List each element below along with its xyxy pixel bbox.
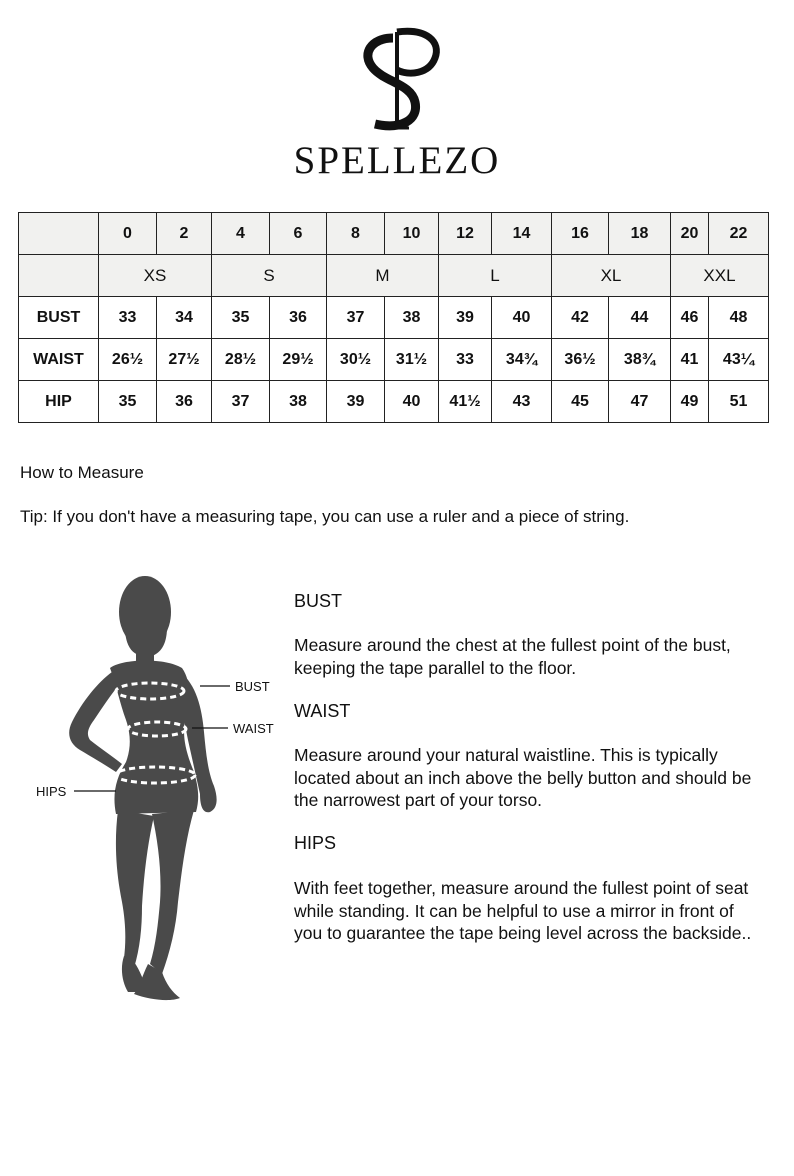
size-letter-cell: L bbox=[439, 255, 552, 297]
measurement-value-cell: 40 bbox=[492, 297, 552, 339]
measurement-value-cell: 36 bbox=[270, 297, 327, 339]
measurement-value-cell: 30½ bbox=[327, 339, 385, 381]
measurement-value-cell: 38¾ bbox=[609, 339, 671, 381]
measurement-value-cell: 36 bbox=[157, 381, 212, 423]
corner-cell bbox=[19, 213, 99, 255]
measurement-value-cell: 38 bbox=[385, 297, 439, 339]
measurement-value-cell: 26½ bbox=[99, 339, 157, 381]
waist-row bbox=[19, 339, 769, 381]
measurement-value-cell: 44 bbox=[609, 297, 671, 339]
hip-row bbox=[19, 381, 769, 423]
size-number-cell: 2 bbox=[157, 213, 212, 255]
measurement-value-cell: 47 bbox=[609, 381, 671, 423]
measurement-value-cell: 48 bbox=[709, 297, 769, 339]
measurement-value-cell: 41½ bbox=[439, 381, 492, 423]
measurement-value-cell: 40 bbox=[385, 381, 439, 423]
measurement-value-cell: 51 bbox=[709, 381, 769, 423]
measurement-value-cell: 34¾ bbox=[492, 339, 552, 381]
size-number-cell: 18 bbox=[609, 213, 671, 255]
measurement-value-cell: 41 bbox=[671, 339, 709, 381]
size-number-cell: 22 bbox=[709, 213, 769, 255]
measurement-label: HIP bbox=[19, 381, 99, 423]
waist-instructions: Measure around your natural waistline. This is typically located about an inch above the belly button and should be the narrowest part of your torso. bbox=[294, 745, 752, 810]
bust-title: BUST bbox=[294, 591, 343, 611]
measurement-value-cell: 39 bbox=[439, 297, 492, 339]
size-number-cell: 4 bbox=[212, 213, 270, 255]
hips-title: HIPS bbox=[294, 833, 337, 853]
measurement-value-cell: 27½ bbox=[157, 339, 212, 381]
size-number-cell: 16 bbox=[552, 213, 609, 255]
measurement-value-cell: 31½ bbox=[385, 339, 439, 381]
measurement-value-cell: 35 bbox=[99, 381, 157, 423]
corner-cell bbox=[19, 255, 99, 297]
brand-name: SPELLEZO bbox=[293, 139, 501, 182]
size-letter-cell: XXL bbox=[671, 255, 769, 297]
measurement-label: WAIST bbox=[19, 339, 99, 381]
size-number-cell: 20 bbox=[671, 213, 709, 255]
measurement-value-cell: 43 bbox=[492, 381, 552, 423]
figure-label-waist: WAIST bbox=[233, 721, 274, 736]
size-chart-table bbox=[18, 212, 769, 423]
size-letter-cell: S bbox=[212, 255, 327, 297]
measurement-value-cell: 46 bbox=[671, 297, 709, 339]
size-number-cell: 10 bbox=[385, 213, 439, 255]
figure-label-hips: HIPS bbox=[36, 784, 67, 799]
measurement-value-cell: 37 bbox=[327, 297, 385, 339]
size-letter-cell: M bbox=[327, 255, 439, 297]
measurement-value-cell: 49 bbox=[671, 381, 709, 423]
measurement-value-cell: 43¼ bbox=[709, 339, 769, 381]
measurement-value-cell: 45 bbox=[552, 381, 609, 423]
measurement-value-cell: 38 bbox=[270, 381, 327, 423]
size-number-cell: 14 bbox=[492, 213, 552, 255]
size-number-cell: 0 bbox=[99, 213, 157, 255]
measurement-value-cell: 29½ bbox=[270, 339, 327, 381]
bust-instructions: Measure around the chest at the fullest point of the bust, keeping the tape parallel to the floor. bbox=[294, 635, 731, 678]
how-to-measure-heading: How to Measure bbox=[20, 463, 144, 482]
size-letter-cell: XS bbox=[99, 255, 212, 297]
size-number-cell: 8 bbox=[327, 213, 385, 255]
measurement-value-cell: 42 bbox=[552, 297, 609, 339]
measurement-value-cell: 35 bbox=[212, 297, 270, 339]
measurement-value-cell: 36½ bbox=[552, 339, 609, 381]
bust-row bbox=[19, 297, 769, 339]
measurement-value-cell: 33 bbox=[439, 339, 492, 381]
measurement-value-cell: 33 bbox=[99, 297, 157, 339]
measurement-label: BUST bbox=[19, 297, 99, 339]
size-number-cell: 6 bbox=[270, 213, 327, 255]
measurement-value-cell: 37 bbox=[212, 381, 270, 423]
size-letter-cell: XL bbox=[552, 255, 671, 297]
letter-size-row bbox=[19, 255, 769, 297]
brand-monogram-logo bbox=[357, 24, 441, 134]
numeric-size-row bbox=[19, 213, 769, 255]
measurement-value-cell: 39 bbox=[327, 381, 385, 423]
size-number-cell: 12 bbox=[439, 213, 492, 255]
body-silhouette-figure bbox=[30, 572, 280, 1012]
figure-label-bust: BUST bbox=[235, 679, 270, 694]
measurement-value-cell: 28½ bbox=[212, 339, 270, 381]
measurement-value-cell: 34 bbox=[157, 297, 212, 339]
hips-instructions: With feet together, measure around the fullest point of seat while standing. It can be helpful to use a mirror in front of you to guarantee the tape being level across the backside.. bbox=[294, 878, 752, 943]
waist-title: WAIST bbox=[294, 701, 351, 721]
measuring-tip: Tip: If you don't have a measuring tape, you can use a ruler and a piece of string. bbox=[20, 507, 630, 526]
